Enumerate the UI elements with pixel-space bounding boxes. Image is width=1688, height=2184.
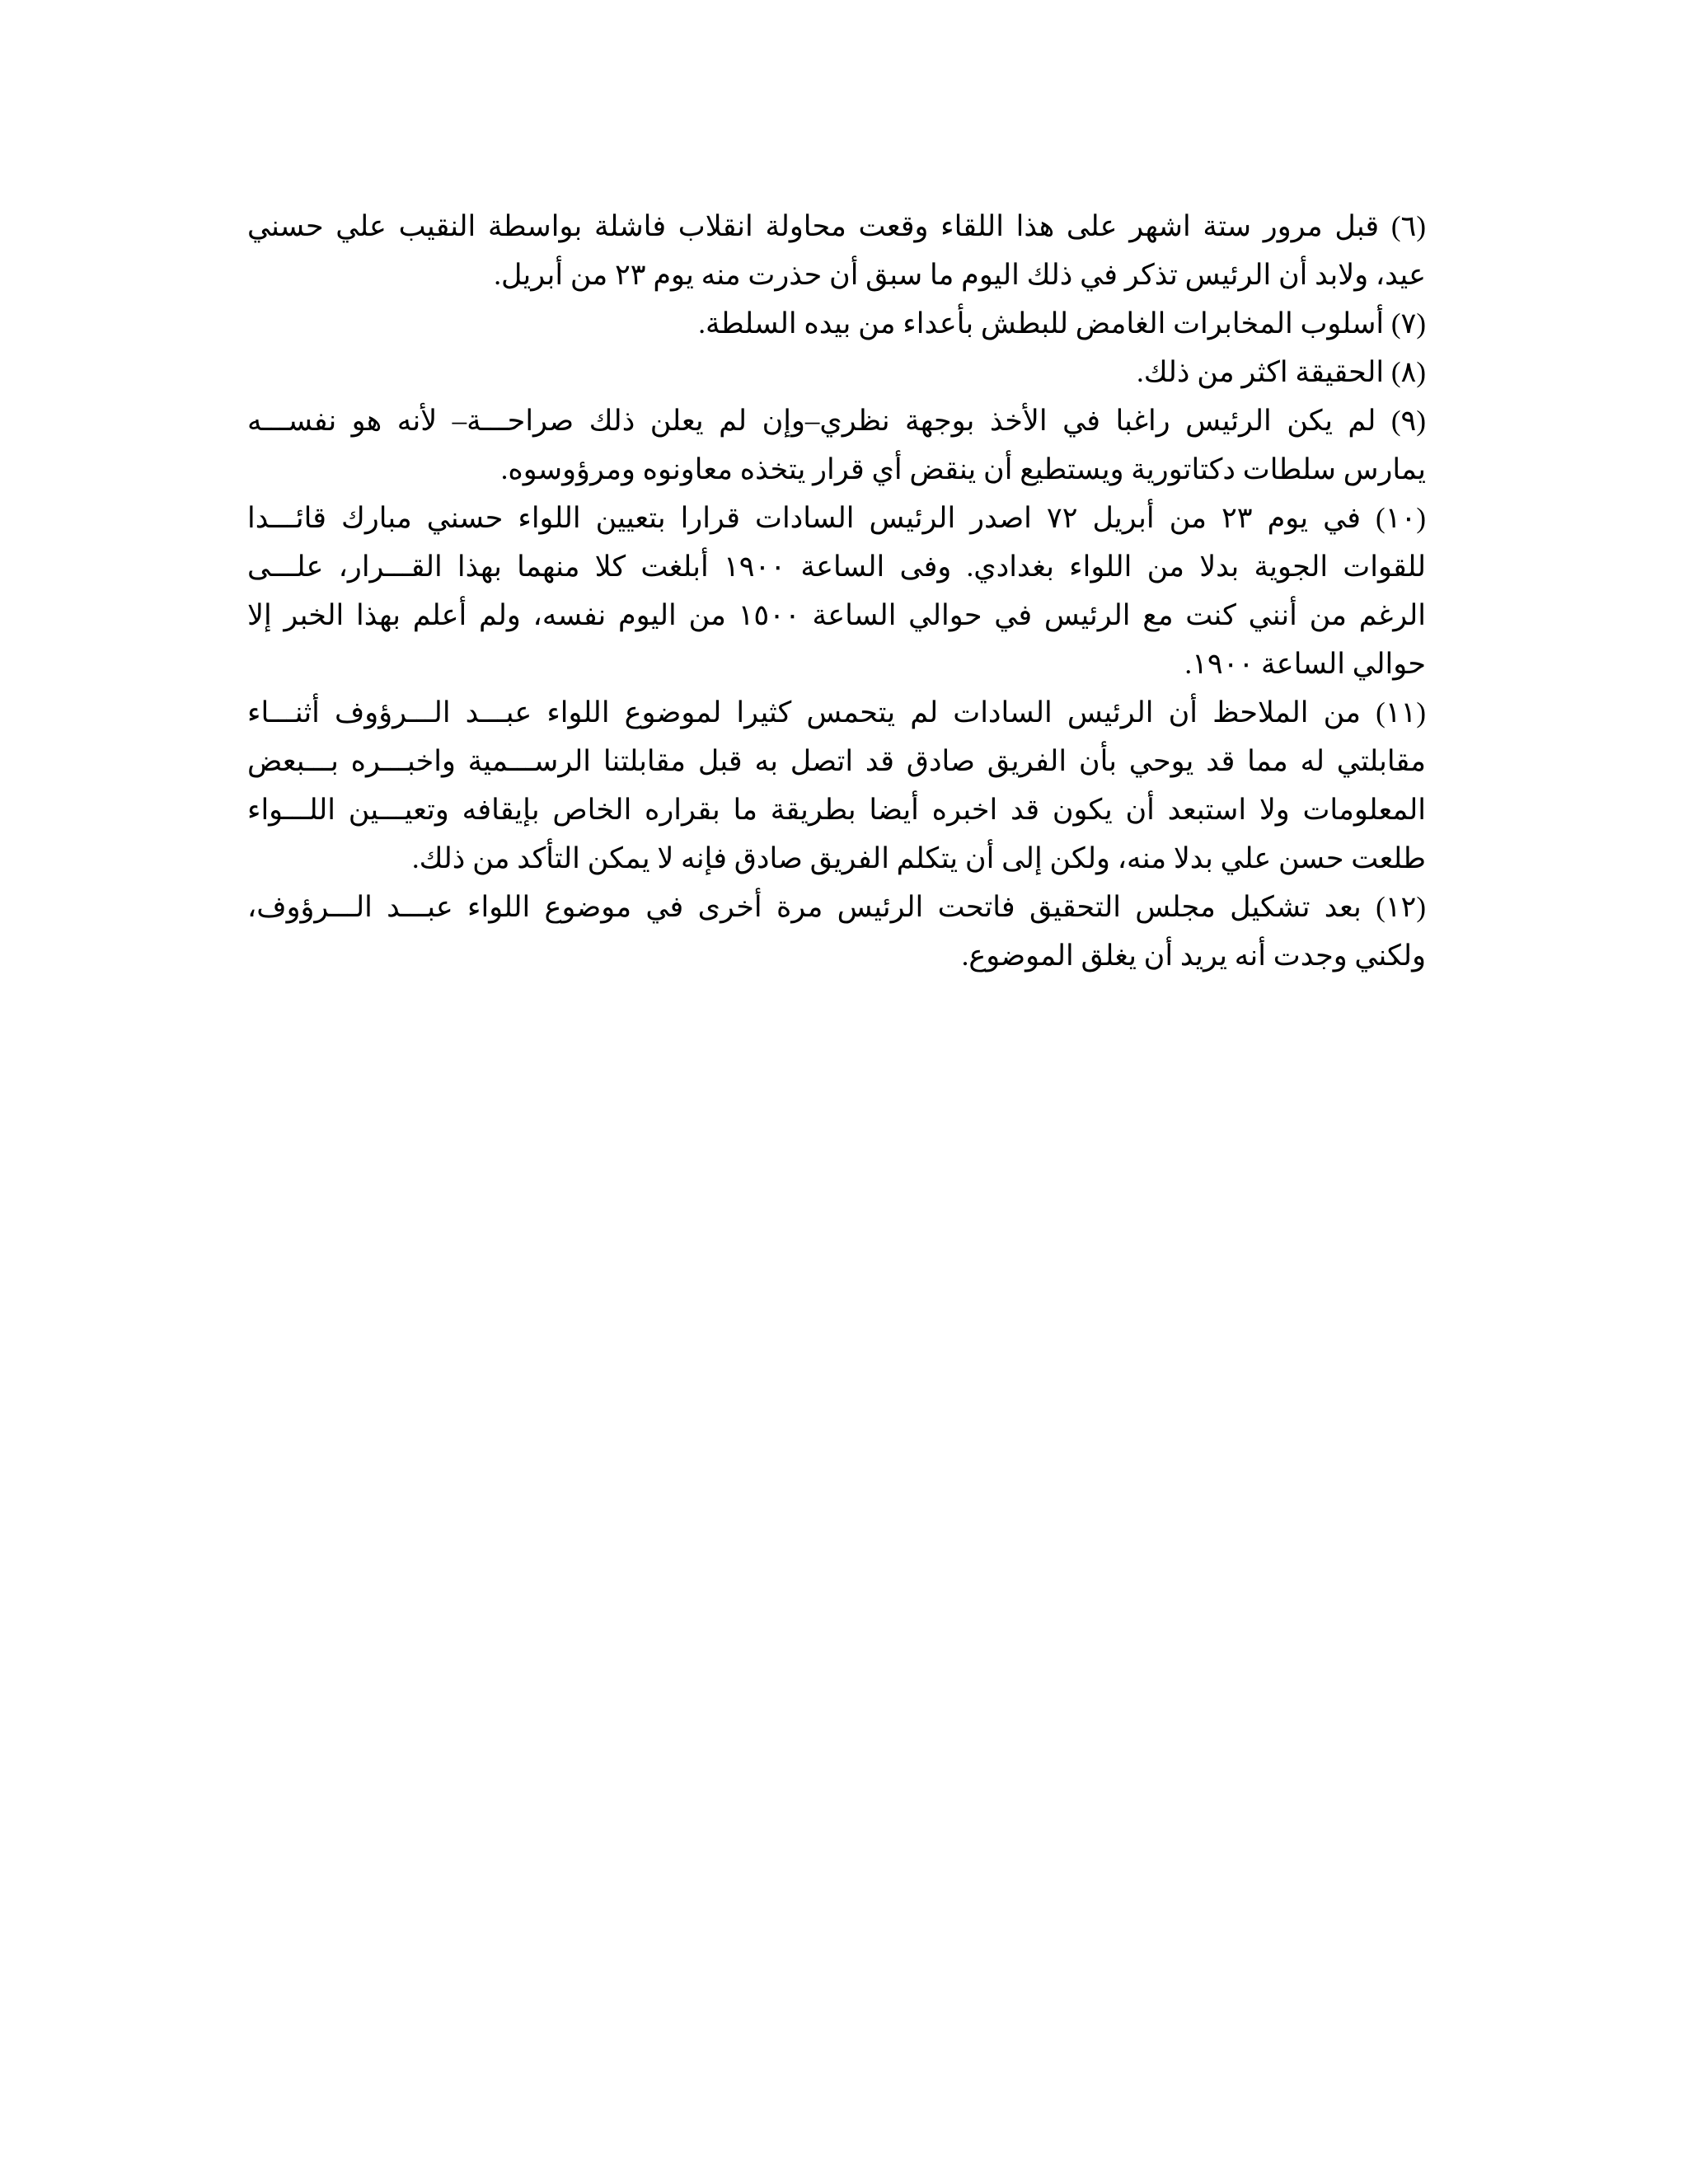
text-line: (٨) الحقيقة اكثر من ذلك.	[1137, 356, 1426, 388]
text-line: طلعت حسن علي بدلا منه، ولكن إلى أن يتكلم الفريق صادق فإنه لا يمكن التأكد من ذلك.	[411, 842, 1426, 874]
footnote-11	[247, 688, 1426, 883]
text-line: (١١) من الملاحظ أن الرئيس السادات لم يتحمس كثيرا لموضوع اللواء عبـــد الـــرؤوف أثنـــاء	[247, 696, 1426, 729]
text-line: (١٠) في يوم ٢٣ من أبريل ٧٢ اصدر الرئيس السادات قرارا بتعيين اللواء حسني مبارك قائـــدا	[247, 502, 1426, 534]
text-line: حوالي الساعة ١٩٠٠.	[1184, 648, 1426, 680]
footnote-7	[247, 299, 1426, 348]
footnote-6	[247, 202, 1426, 299]
text-line: ولكني وجدت أنه يريد أن يغلق الموضوع.	[961, 940, 1426, 972]
footnote-12	[247, 883, 1426, 980]
footnote-9	[247, 396, 1426, 494]
text-line: (٩) لم يكن الرئيس راغبا في الأخذ بوجهة نظري–وإن لم يعلن ذلك صراحـــة– لأنه هو نفســـه	[247, 405, 1426, 437]
text-line: الرغم من أنني كنت مع الرئيس في حوالي الساعة ١٥٠٠ من اليوم نفسه، ولم أعلم بهذا الخبر إلا	[247, 599, 1426, 631]
text-line: مقابلتي له مما قد يوحي بأن الفريق صادق قد اتصل به قبل مقابلتنا الرســـمية واخبـــره بـــبعض	[247, 745, 1426, 777]
text-line: المعلومات ولا استبعد أن يكون قد اخبره أيضا بطريقة ما بقراره الخاص بإيقافه وتعيـــين اللـــواء	[247, 794, 1426, 826]
document-body	[247, 202, 1426, 980]
text-line: (٦) قبل مرور ستة اشهر على هذا اللقاء وقعت محاولة انقلاب فاشلة بواسطة النقيب علي حسني	[247, 210, 1426, 242]
text-line: (١٢) بعد تشكيل مجلس التحقيق فاتحت الرئيس مرة أخرى في موضوع اللواء عبـــد الـــرؤوف،	[247, 891, 1426, 923]
footnote-10	[247, 494, 1426, 688]
text-line: للقوات الجوية بدلا من اللواء بغدادي. وفى الساعة ١٩٠٠ أبلغت كلا منهما بهذا القـــرار، علـــى	[247, 551, 1426, 583]
text-line: يمارس سلطات دكتاتورية ويستطيع أن ينقض أي قرار يتخذه معاونوه ومرؤوسوه.	[500, 453, 1426, 485]
text-line: (٧) أسلوب المخابرات الغامض للبطش بأعداء من بيده السلطة.	[698, 307, 1426, 340]
text-line: عيد، ولابد أن الرئيس تذكر في ذلك اليوم ما سبق أن حذرت منه يوم ٢٣ من أبريل.	[494, 259, 1426, 291]
footnote-8	[247, 348, 1426, 396]
